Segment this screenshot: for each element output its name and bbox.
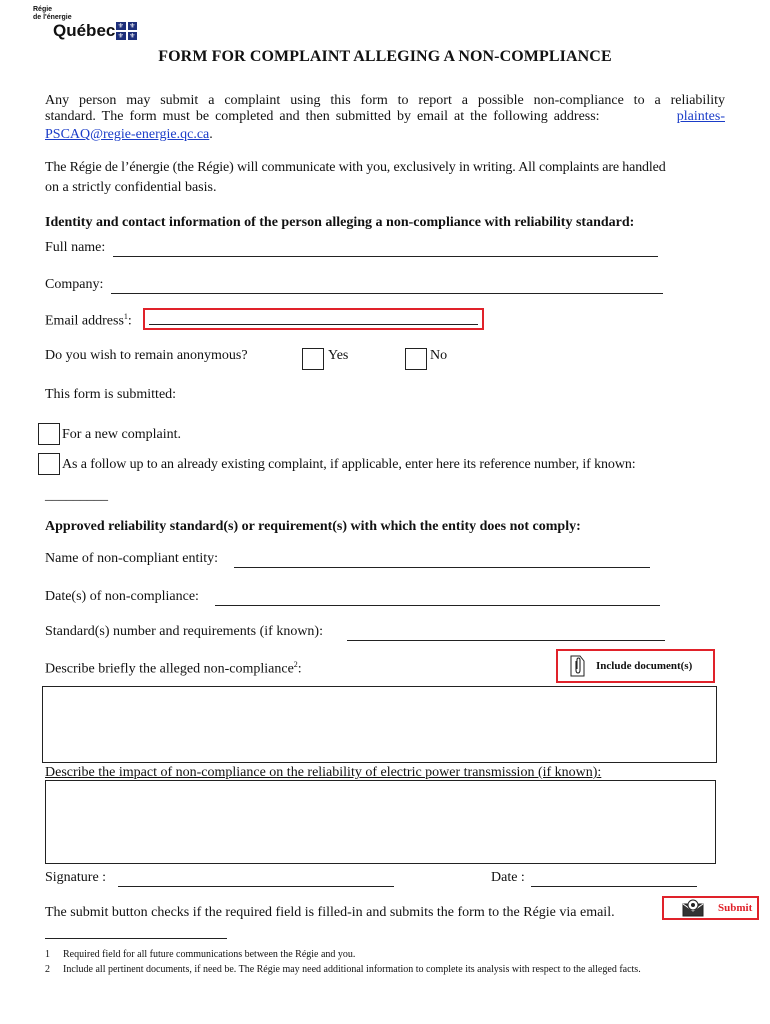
describe-label (45, 660, 302, 678)
follow-up-label: As a follow up to an already existing complaint, if applicable, enter here its reference number, if known: (62, 457, 636, 472)
anonymous-yes-checkbox[interactable] (302, 348, 324, 370)
anonymous-no-label: No (430, 348, 448, 363)
new-complaint-checkbox[interactable] (38, 423, 60, 445)
intro-line2-text: standard. The form must be completed and then submitted by email at the following address: (45, 109, 600, 124)
logo-quebec: Québec (53, 21, 116, 40)
footnote-2-text: Include all pertinent documents, if need be. The Régie may need additional information to complete its analysis with respect to the alleged facts. (63, 964, 641, 975)
full-name-field[interactable] (113, 242, 658, 257)
describe-label-colon: : (297, 661, 302, 677)
describe-footnote-ref: 2 (293, 660, 298, 669)
company-label: Company: (45, 277, 104, 292)
email-underline (149, 324, 478, 325)
full-name-label: Full name: (45, 240, 106, 255)
entity-label: Name of non-compliant entity: (45, 551, 219, 566)
dates-label: Date(s) of non-compliance: (45, 589, 199, 604)
intro-p2-line1: The Régie de l’énergie (the Régie) will communicate with you, exclusively in writing. All complaints are handled (45, 160, 666, 175)
intro-line3 (45, 124, 213, 145)
paperclip-icon (568, 654, 588, 678)
standards-heading: Approved reliability standard(s) or requirement(s) with which the entity does not comply: (45, 519, 581, 534)
footnote-divider (45, 938, 227, 939)
describe-textarea[interactable] (42, 686, 717, 763)
intro-line1: Any person may submit a complaint using this form to report a possible non-compliance to a reliability (45, 93, 725, 108)
footnote-2-num: 2 (45, 964, 50, 975)
signature-field[interactable] (118, 872, 394, 887)
submit-button-label: Submit (718, 902, 753, 914)
impact-textarea[interactable] (45, 780, 716, 864)
email-link-part2[interactable]: PSCAQ@regie-energie.qc.ca (45, 127, 210, 142)
standard-number-field[interactable] (347, 626, 665, 641)
impact-label: Describe the impact of non-compliance on the reliability of electric power transmission (if known): (45, 765, 602, 780)
logo-regie (33, 6, 72, 22)
dates-field[interactable] (215, 591, 660, 606)
new-complaint-label: For a new complaint. (62, 427, 181, 442)
include-documents-button[interactable] (556, 649, 715, 683)
logo-line2: de l'énergie (33, 14, 72, 21)
date-label: Date : (491, 870, 525, 885)
anonymous-no-checkbox[interactable] (405, 348, 427, 370)
reference-number-field[interactable]: _________ (45, 488, 108, 503)
logo-line1: Régie (33, 6, 53, 13)
anonymous-yes-label: Yes (328, 348, 349, 363)
email-label (45, 312, 132, 330)
page-title: FORM FOR COMPLAINT ALLEGING A NON-COMPLIANCE (158, 48, 612, 65)
footnote-1-text: Required field for all future communications between the Régie and you. (63, 949, 356, 960)
identity-heading: Identity and contact information of the person alleging a non-compliance with reliability standard: (45, 215, 635, 230)
describe-label-text: Describe briefly the alleged non-compliance (45, 661, 294, 677)
email-label-text: Email address (45, 313, 124, 329)
company-field[interactable] (111, 279, 663, 294)
date-field[interactable] (531, 872, 697, 887)
follow-up-checkbox[interactable] (38, 453, 60, 475)
signature-label: Signature : (45, 870, 107, 885)
intro-p2-line2: on a strictly confidential basis. (45, 180, 217, 195)
submitted-label: This form is submitted: (45, 387, 177, 402)
submit-note: The submit button checks if the required field is filled-in and submits the form to the Régie via email. (45, 905, 615, 920)
email-input[interactable] (143, 308, 484, 330)
include-documents-label: Include document(s) (596, 660, 693, 672)
email-link-part1[interactable]: plaintes- (676, 109, 725, 124)
anonymous-question: Do you wish to remain anonymous? (45, 348, 248, 363)
standard-number-label: Standard(s) number and requirements (if known): (45, 624, 323, 639)
mail-seal-icon (682, 899, 704, 917)
footnote-1-num: 1 (45, 949, 50, 960)
fleur-de-lys-flag-icon: ⚜ ⚜ ⚜ ⚜ (117, 22, 136, 40)
submit-button[interactable] (662, 896, 759, 920)
email-label-colon: : (127, 313, 132, 329)
entity-field[interactable] (234, 553, 650, 568)
email-footnote-ref: 1 (123, 312, 128, 321)
intro-period: . (209, 127, 213, 142)
